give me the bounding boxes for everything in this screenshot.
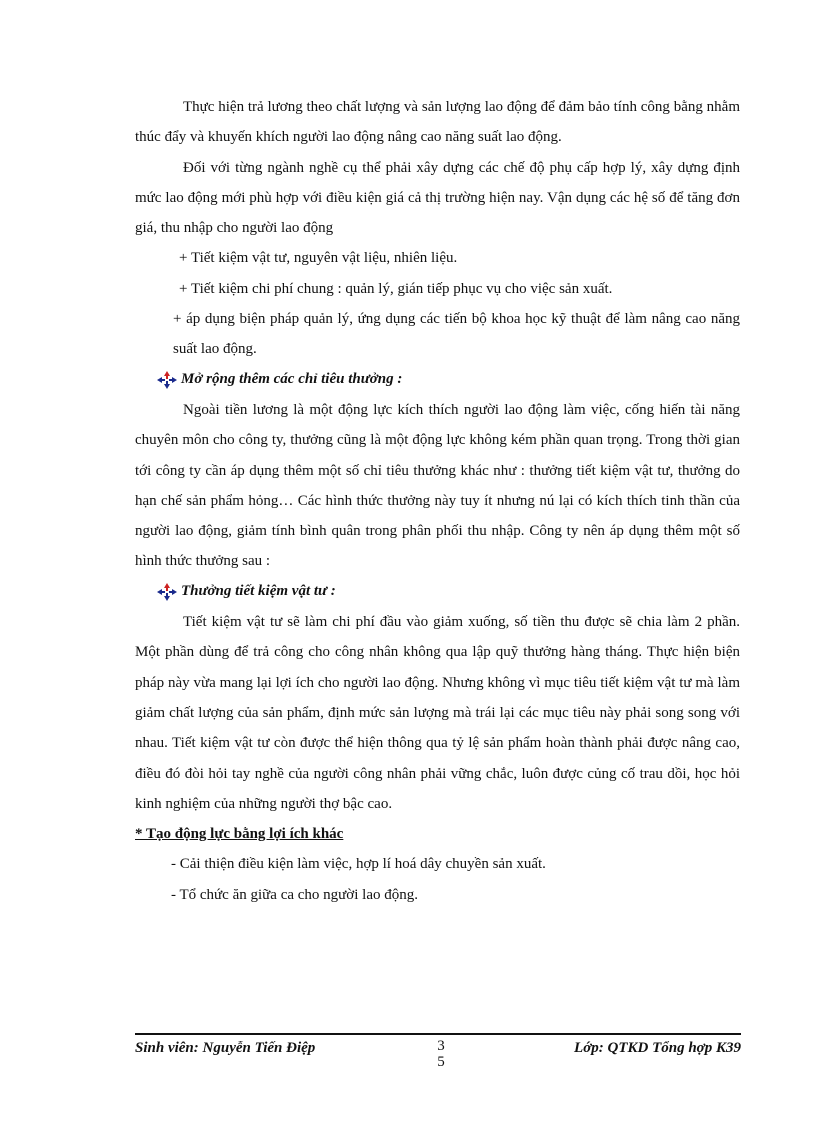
page-footer (135, 1038, 741, 1074)
document-body (135, 92, 740, 910)
section-heading-other-benefits: * Tạo động lực bằng lợi ích khác (135, 826, 344, 843)
page-number-digit: 3 (437, 1038, 445, 1054)
section-heading-text: Thưởng tiết kiệm vật tư : (181, 583, 336, 600)
list-item-save-costs: + Tiết kiệm chi phí chung : quản lý, gián tiếp phục vụ cho việc sản xuất. (179, 280, 613, 297)
list-item-mid-shift-meal: - Tổ chức ăn giữa ca cho người lao động. (171, 886, 418, 903)
page-number-digit: 5 (437, 1054, 445, 1070)
four-arrow-icon (157, 371, 177, 389)
section-heading-material-bonus (135, 577, 740, 607)
paragraph-wage-quality: Thực hiện trả lương theo chất lượng và sản lượng lao động để đảm bảo tính công bằng nhằm thúc đẩy và khuyến khích người lao động nâng cao năng suất lao động. (135, 99, 740, 146)
paragraph-allowance: Đối với từng ngành nghề cụ thể phải xây dựng các chế độ phụ cấp hợp lý, xây dựng định mức lao động mới phù hợp với điều kiện giá cả thị trường hiện nay. Vận dụng các hệ số để tăng đơn giá, thu nhập cho người lao động (135, 159, 740, 237)
list-item-working-conditions: - Cải thiện điều kiện làm việc, hợp lí hoá dây chuyền sản xuất. (171, 856, 546, 873)
list-item-apply-management: + áp dụng biện pháp quản lý, ứng dụng các tiến bộ khoa học kỹ thuật để làm nâng cao năng suất lao động. (173, 311, 740, 358)
page-number (434, 1038, 448, 1070)
footer-class-name: Lớp: QTKD Tổng hợp K39 (574, 1040, 741, 1056)
section-heading-bonus-criteria (135, 365, 740, 395)
paragraph-bonus-criteria: Ngoài tiền lương là một động lực kích thích người lao động làm việc, cống hiến tài năng chuyên môn cho công ty, thưởng cũng là một động lực không kém phần quan trọng. Trong thời gian tới công ty cần áp dụng thêm một số chỉ tiêu thưởng khác như : thưởng tiết kiệm vật tư, thưởng do hạn chế sản phẩm hỏng… Các hình thức thưởng này tuy ít nhưng nú lại có kích thích tinh thần của người lao động, giảm tính bình quân trong phân phối thu nhập. Công ty nên áp dụng thêm một số hình thức thưởng sau : (135, 401, 740, 570)
footer-divider (135, 1033, 741, 1035)
footer-student-name: Sinh viên: Nguyễn Tiến Điệp (135, 1040, 316, 1056)
list-item-save-materials: + Tiết kiệm vật tư, nguyên vật liệu, nhiên liệu. (179, 250, 458, 267)
section-heading-text: Mở rộng thêm các chỉ tiêu thưởng : (181, 371, 403, 388)
paragraph-material-bonus: Tiết kiệm vật tư sẽ làm chi phí đầu vào giảm xuống, số tiền thu được sẽ chia làm 2 phần. Một phần dùng để trả công cho công nhân không qua lập quỹ thưởng hàng tháng. Thực hiện biện pháp này vừa mang lại lợi ích cho người lao động. Nhưng không vì mục tiêu tiết kiệm vật tư mà làm giảm chất lượng của sản phẩm, định mức sản lượng mà trái lại các mục tiêu này phải song song với nhau. Tiết kiệm vật tư còn được thể hiện thông qua tỷ lệ sản phẩm hoàn thành phải được nâng cao, điều đó đòi hỏi tay nghề của người công nhân phải vững chắc, luôn được củng cố trau dồi, học hỏi kinh nghiệm của những người thợ bậc cao. (135, 614, 740, 812)
four-arrow-icon (157, 583, 177, 601)
